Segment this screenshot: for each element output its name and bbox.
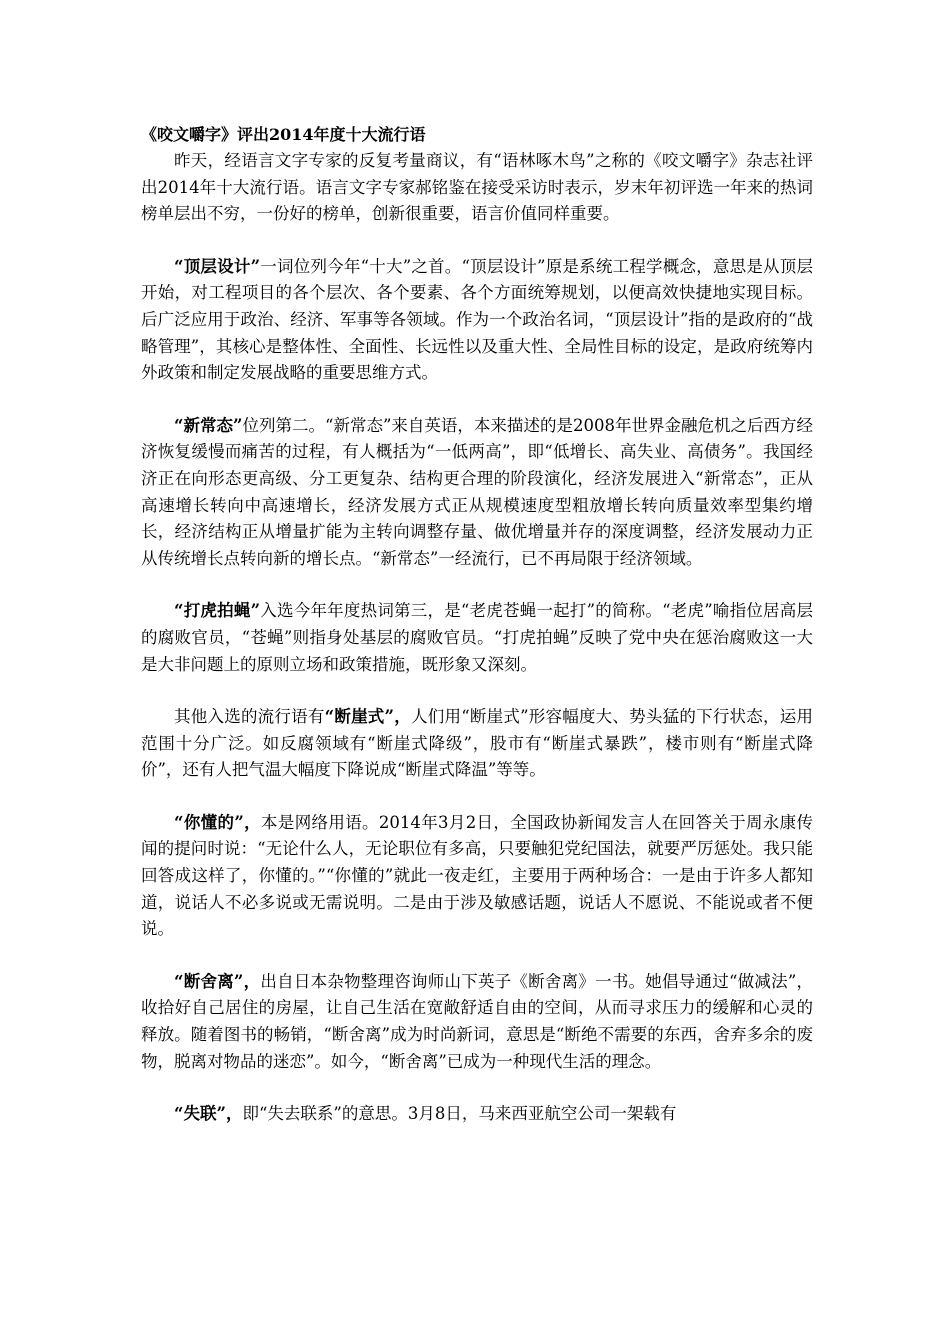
paragraph-tigers-flies	[141, 598, 813, 678]
document-page	[141, 122, 813, 1154]
paragraph-danshari	[141, 969, 813, 1075]
document-title: 《咬文嚼字》评出2014年度十大流行语	[141, 125, 426, 144]
paragraph-you-know	[141, 810, 813, 943]
paragraph-lost-contact	[141, 1101, 813, 1128]
paragraph-keyword: “打虎拍蝇”	[174, 601, 261, 621]
paragraph-new-normal	[141, 413, 813, 573]
paragraph-body: 即“失去联系”的意思。3月8日，马来西亚航空公司一架载有	[242, 1104, 677, 1124]
paragraph-keyword: “断舍离”，	[174, 971, 261, 991]
paragraph-body: 昨天，经语言文字专家的反复考量商议，有“语林啄木鸟”之称的《咬文嚼字》杂志社评出2014年十大流行语。语言文字专家郝铭鉴在接受采访时表示，岁末年初评选一年来的热词榜单层出不穷，一份好的榜单，创新很重要，语言价值同样重要。	[141, 151, 813, 224]
paragraph-keyword: “断崖式”，	[324, 707, 411, 727]
paragraph-keyword: “顶层设计”	[174, 256, 261, 276]
paragraph-body: 位列第二。“新常态”来自英语，本来描述的是2008年世界金融危机之后西方经济恢复缓慢而痛苦的过程，有人概括为“一低两高”，即“低增长、高失业、高债务”。我国经济正在向形态更高级、分工更复杂、结构更合理的阶段演化，经济发展进入“新常态”，正从高速增长转向中高速增长，经济发展方式正从规模速度型粗放增长转向质量效率型集约增长，经济结构正从增量扩能为主转向调整存量、做优增量并存的深度调整，经济发展动力正从传统增长点转向新的增长点。“新常态”一经流行，已不再局限于经济领域。	[141, 415, 813, 568]
paragraph-body: 出自日本杂物整理咨询师山下英子《断舍离》一书。她倡导通过“做减法”，收拾好自己居住的房屋，让自己生活在宽敞舒适自由的空间，从而寻求压力的缓解和心灵的释放。随着图书的畅销，“断舍离”成为时尚新词，意思是“断绝不需要的东西，舍弃多余的废物，脱离对物品的迷恋”。如今，“断舍离”已成为一种现代生活的理念。	[141, 971, 813, 1071]
paragraph-lead: 其他入选的流行语有	[174, 707, 325, 727]
paragraph-body: 本是网络用语。2014年3月2日，全国政协新闻发言人在回答关于周永康传闻的提问时说：“无论什么人，无论职位有多高，只要触犯党纪国法，就要严厉惩处。我只能回答成这样了，你懂的。”“你懂的”就此一夜走红，主要用于两种场合：一是由于许多人都知道，说话人不必多说或无需说明。二是由于涉及敏感话题，说话人不愿说、不能说或者不便说。	[141, 812, 813, 939]
paragraph-keyword: “你懂的”，	[174, 812, 262, 832]
paragraph-body: 入选今年年度热词第三，是“老虎苍蝇一起打”的简称。“老虎”喻指位居高层的腐败官员，“苍蝇”则指身处基层的腐败官员。“打虎拍蝇”反映了党中央在惩治腐败这一大是大非问题上的原则立场和政策措施，既形象又深刻。	[141, 601, 813, 674]
paragraph-cliff-style	[141, 704, 813, 784]
paragraph-body: 一词位列今年“十大”之首。“顶层设计”原是系统工程学概念，意思是从顶层开始，对工程项目的各个层次、各个要素、各个方面统筹规划，以便高效快捷地实现目标。后广泛应用于政治、经济、军事等各领域。作为一个政治名词，“顶层设计”指的是政府的“战略管理”，其核心是整体性、全面性、长远性以及重大性、全局性目标的设定，是政府统筹内外政策和制定发展战略的重要思维方式。	[141, 256, 813, 383]
paragraph-body: 人们用“断崖式”形容幅度大、势头猛的下行状态，运用范围十分广泛。如反腐领域有“断崖式降级”，股市有“断崖式暴跌”，楼市则有“断崖式降价”，还有人把气温大幅度下降说成“断崖式降温”等等。	[141, 707, 813, 780]
paragraph-keyword: “失联”，	[174, 1104, 243, 1124]
paragraph-intro	[141, 148, 813, 228]
paragraph-keyword: “新常态”	[174, 415, 243, 435]
paragraph-top-level-design	[141, 254, 813, 387]
